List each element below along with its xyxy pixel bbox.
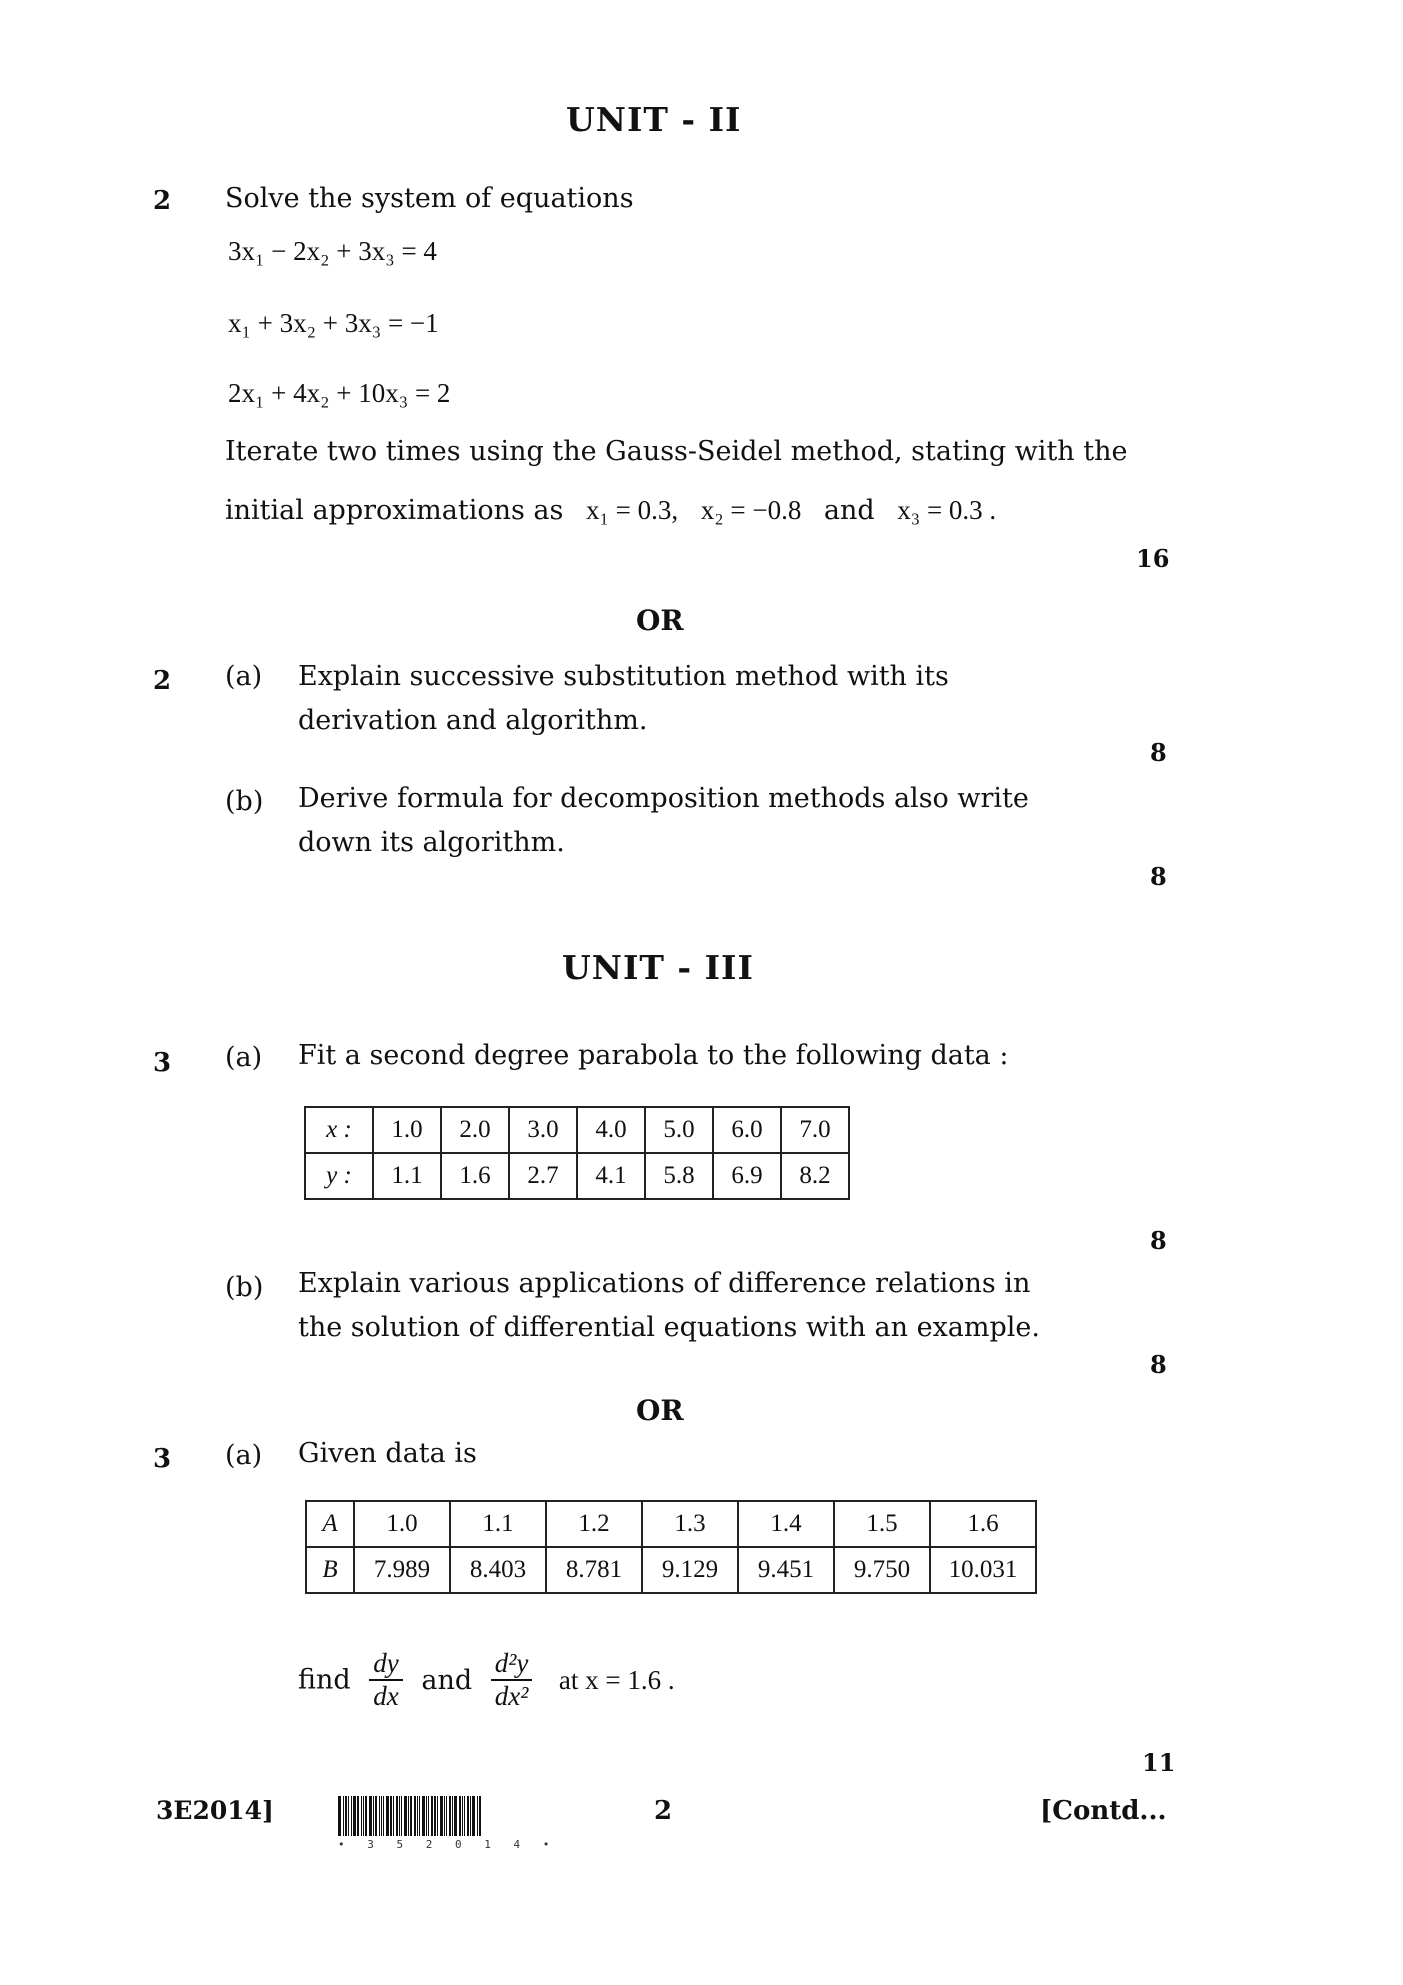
derivative-data-table [305, 1500, 1037, 1594]
table-cell: 1.0 [354, 1501, 450, 1547]
frac1-numerator: dy [369, 1648, 402, 1681]
barcode-bar [414, 1796, 416, 1836]
table-cell: 5.0 [645, 1107, 713, 1153]
barcode-bar [338, 1796, 341, 1836]
barcode-bar [477, 1796, 478, 1836]
second-derivative-fraction [491, 1648, 533, 1712]
question-3alt-a-text: Given data is [298, 1438, 477, 1469]
barcode-bar [479, 1796, 481, 1836]
table-cell: 8.781 [546, 1547, 642, 1593]
frac2-numerator: d²y [491, 1648, 533, 1681]
table-row-x [305, 1107, 849, 1153]
question-3alt-marks: 11 [1142, 1748, 1176, 1777]
evaluation-point: at x = 1.6 . [558, 1664, 675, 1695]
table-cell: 4.1 [577, 1153, 645, 1199]
table-cell: 1.2 [546, 1501, 642, 1547]
table-cell: 10.031 [930, 1547, 1036, 1593]
equation-1: 3x₁ − 2x₂ + 3x₃ = 4 [228, 236, 437, 266]
table-cell: 8.2 [781, 1153, 849, 1199]
or-divider-1: OR [636, 604, 684, 637]
question-2-number: 2 [153, 186, 172, 216]
barcode-bar [386, 1796, 389, 1836]
page-number: 2 [654, 1796, 673, 1826]
barcode-bar [361, 1796, 362, 1836]
barcode-bar [472, 1796, 475, 1836]
question-2-intro: Solve the system of equations [225, 183, 634, 214]
unit-3-heading: UNIT - III [562, 948, 754, 987]
barcode-bar [449, 1796, 451, 1836]
barcode-bar [383, 1796, 384, 1836]
table-cell: 4.0 [577, 1107, 645, 1153]
question-3-b-line2: the solution of differential equations with an example. [298, 1312, 1040, 1343]
barcode-bar [422, 1796, 425, 1836]
barcode-bar [459, 1796, 461, 1836]
table-cell: 1.1 [373, 1153, 441, 1199]
table-cell: 8.403 [450, 1547, 546, 1593]
barcode-bar [357, 1796, 359, 1836]
approx-x3: x₃ = 0.3 . [897, 495, 997, 525]
equation-3: 2x₁ + 4x₂ + 10x₃ = 2 [228, 378, 451, 408]
barcode-bar [446, 1796, 447, 1836]
question-3alt-number: 3 [153, 1444, 172, 1474]
barcode-bar [343, 1796, 344, 1836]
approx-x2: x₂ = −0.8 [700, 495, 802, 525]
table-cell: 2.0 [441, 1107, 509, 1153]
approx-x1: x₁ = 0.3, [585, 495, 679, 525]
question-2alt-b-line2: down its algorithm. [298, 827, 565, 858]
question-3-b-label: (b) [225, 1272, 264, 1303]
barcode-bar [417, 1796, 418, 1836]
barcode-bar [375, 1796, 377, 1836]
barcode-bar [419, 1796, 420, 1836]
question-3-a-marks: 8 [1150, 1226, 1167, 1255]
question-3-b-line1: Explain various applications of difference relations in [298, 1268, 1031, 1299]
barcode-bar [408, 1796, 409, 1836]
question-2alt-number: 2 [153, 666, 172, 696]
question-2-instruction: Iterate two times using the Gauss-Seidel method, stating with the [225, 436, 1128, 467]
table-cell: 9.451 [738, 1547, 834, 1593]
frac1-denominator: dx [373, 1681, 399, 1711]
table-cell: 1.4 [738, 1501, 834, 1547]
question-2alt-b-line1: Derive formula for decomposition methods also write [298, 783, 1029, 814]
barcode-bar [464, 1796, 465, 1836]
barcode-bar [401, 1796, 402, 1836]
table-cell: 1.6 [930, 1501, 1036, 1547]
barcode-bar [470, 1796, 471, 1836]
question-3alt-a-label: (a) [225, 1440, 263, 1471]
row-label-x: x : [305, 1107, 373, 1153]
barcode-bar [467, 1796, 469, 1836]
barcode-bar [373, 1796, 374, 1836]
barcode-bar [440, 1796, 443, 1836]
barcode-bar [462, 1796, 463, 1836]
question-3-a-label: (a) [225, 1042, 263, 1073]
barcode-bar [390, 1796, 392, 1836]
question-2alt-a-label: (a) [225, 661, 263, 692]
table-row-b [306, 1547, 1036, 1593]
barcode-digits: • 3 5 2 0 1 4 • [338, 1838, 558, 1851]
table-cell: 6.9 [713, 1153, 781, 1199]
contd-note: [Contd... [1040, 1796, 1167, 1826]
table-cell: 5.8 [645, 1153, 713, 1199]
approx-and: and [823, 495, 875, 526]
barcode-bar [399, 1796, 400, 1836]
barcode-bar [365, 1796, 367, 1836]
barcode-bar [351, 1796, 352, 1836]
question-2alt-a-marks: 8 [1150, 738, 1167, 767]
barcode-bar [345, 1796, 347, 1836]
table-cell: 9.129 [642, 1547, 738, 1593]
barcode-bar [452, 1796, 453, 1836]
barcode-bar [426, 1796, 427, 1836]
barcode-bar [363, 1796, 364, 1836]
find-word: find [298, 1664, 351, 1696]
first-derivative-fraction [369, 1648, 402, 1712]
parabola-data-table [304, 1106, 850, 1200]
barcode-bar [410, 1796, 412, 1836]
question-2alt-a-line2: derivation and algorithm. [298, 705, 648, 736]
paper-code: 3E2014] [156, 1796, 274, 1825]
table-row-y [305, 1153, 849, 1199]
barcode-bar [348, 1796, 349, 1836]
question-2alt-b-marks: 8 [1150, 862, 1167, 891]
barcode-bars [338, 1796, 557, 1836]
find-derivatives-line [298, 1648, 675, 1712]
row-label-a: A [306, 1501, 354, 1547]
barcode-bar [396, 1796, 398, 1836]
barcode-bar [379, 1796, 380, 1836]
or-divider-2: OR [636, 1394, 684, 1427]
question-2-marks: 16 [1136, 544, 1170, 573]
barcode-bar [369, 1796, 372, 1836]
table-cell: 1.5 [834, 1501, 930, 1547]
table-cell: 7.989 [354, 1547, 450, 1593]
frac2-denominator: dx² [494, 1681, 529, 1711]
row-label-y: y : [305, 1153, 373, 1199]
question-2alt-a-line1: Explain successive substitution method with its [298, 661, 949, 692]
barcode [338, 1796, 557, 1851]
question-3-number: 3 [153, 1048, 172, 1078]
table-cell: 1.6 [441, 1153, 509, 1199]
barcode-bar [437, 1796, 438, 1836]
table-cell: 1.0 [373, 1107, 441, 1153]
barcode-bar [393, 1796, 394, 1836]
barcode-bar [353, 1796, 356, 1836]
barcode-bar [454, 1796, 457, 1836]
approx-prefix: initial approximations as [225, 495, 564, 526]
row-label-b: B [306, 1547, 354, 1593]
and-word: and [421, 1664, 473, 1696]
barcode-bar [404, 1796, 407, 1836]
barcode-bar [428, 1796, 429, 1836]
barcode-bar [381, 1796, 382, 1836]
question-2alt-b-label: (b) [225, 786, 264, 817]
barcode-bar [434, 1796, 436, 1836]
question-3-a-text: Fit a second degree parabola to the following data : [298, 1040, 1009, 1071]
equation-2: x₁ + 3x₂ + 3x₃ = −1 [228, 308, 439, 338]
table-row-a [306, 1501, 1036, 1547]
question-3-b-marks: 8 [1150, 1350, 1167, 1379]
table-cell: 2.7 [509, 1153, 577, 1199]
table-cell: 1.1 [450, 1501, 546, 1547]
unit-2-heading: UNIT - II [566, 100, 742, 139]
table-cell: 6.0 [713, 1107, 781, 1153]
table-cell: 3.0 [509, 1107, 577, 1153]
table-cell: 1.3 [642, 1501, 738, 1547]
barcode-bar [444, 1796, 445, 1836]
table-cell: 9.750 [834, 1547, 930, 1593]
barcode-bar [431, 1796, 433, 1836]
table-cell: 7.0 [781, 1107, 849, 1153]
question-2-approx-line [225, 488, 996, 533]
